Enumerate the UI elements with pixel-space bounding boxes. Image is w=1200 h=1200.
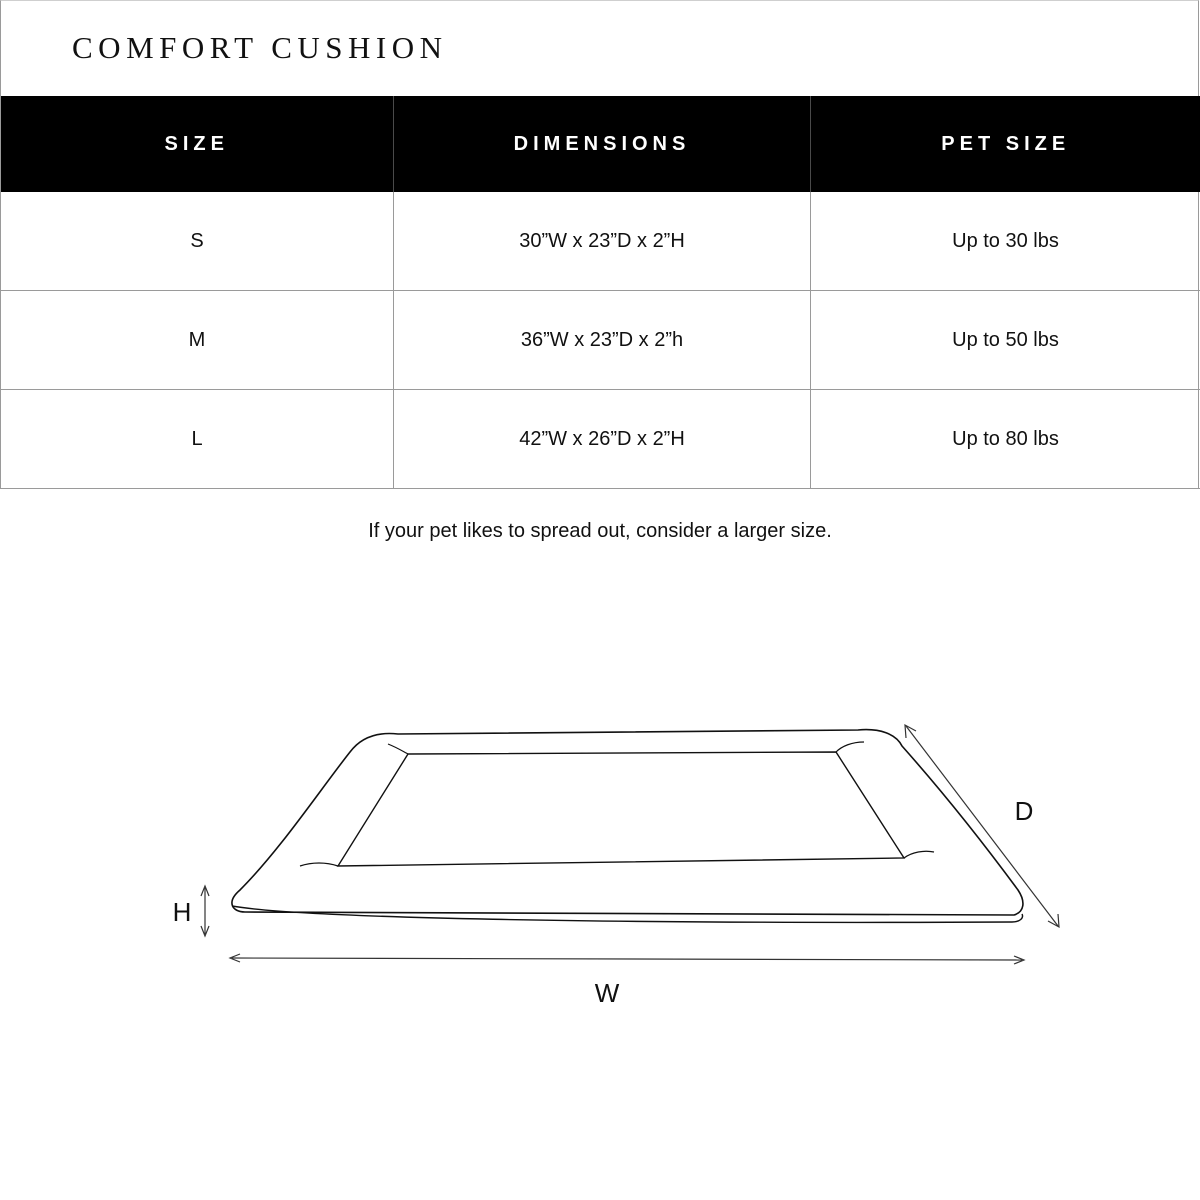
bolster-fold [300, 863, 338, 866]
cushion-inner-panel [338, 752, 904, 866]
cushion-outline [232, 730, 1023, 915]
pet-size-cell: Up to 80 lbs [811, 390, 1200, 489]
bolster-fold [836, 742, 864, 752]
header-pet-size: PET SIZE [811, 96, 1200, 192]
depth-label: D [1014, 796, 1034, 826]
bolster-fold [904, 851, 934, 858]
page-title: COMFORT CUSHION [72, 30, 448, 65]
table-header-row [1, 96, 1200, 192]
dimensions-cell: 30”W x 23”D x 2”H [394, 192, 811, 291]
dimensions-cell: 42”W x 26”D x 2”H [394, 390, 811, 489]
size-table [0, 96, 1200, 489]
bolster-fold [388, 744, 408, 754]
dimensions-cell: 36”W x 23”D x 2”h [394, 291, 811, 390]
header-dimensions: DIMENSIONS [394, 96, 811, 192]
header-size: SIZE [1, 96, 394, 192]
cushion-dimension-diagram [0, 600, 1200, 1080]
table-row [1, 291, 1200, 390]
table-row [1, 192, 1200, 291]
sizing-note: If your pet likes to spread out, consider a larger size. [368, 520, 832, 542]
pet-size-cell: Up to 30 lbs [811, 192, 1200, 291]
depth-dimension-line [906, 726, 1058, 926]
width-dimension-line [232, 958, 1022, 960]
table-row [1, 390, 1200, 489]
size-cell: S [1, 192, 394, 291]
pet-size-cell: Up to 50 lbs [811, 291, 1200, 390]
height-label: H [172, 897, 192, 927]
size-cell: M [1, 291, 394, 390]
width-label: W [594, 978, 620, 1008]
size-cell: L [1, 390, 394, 489]
